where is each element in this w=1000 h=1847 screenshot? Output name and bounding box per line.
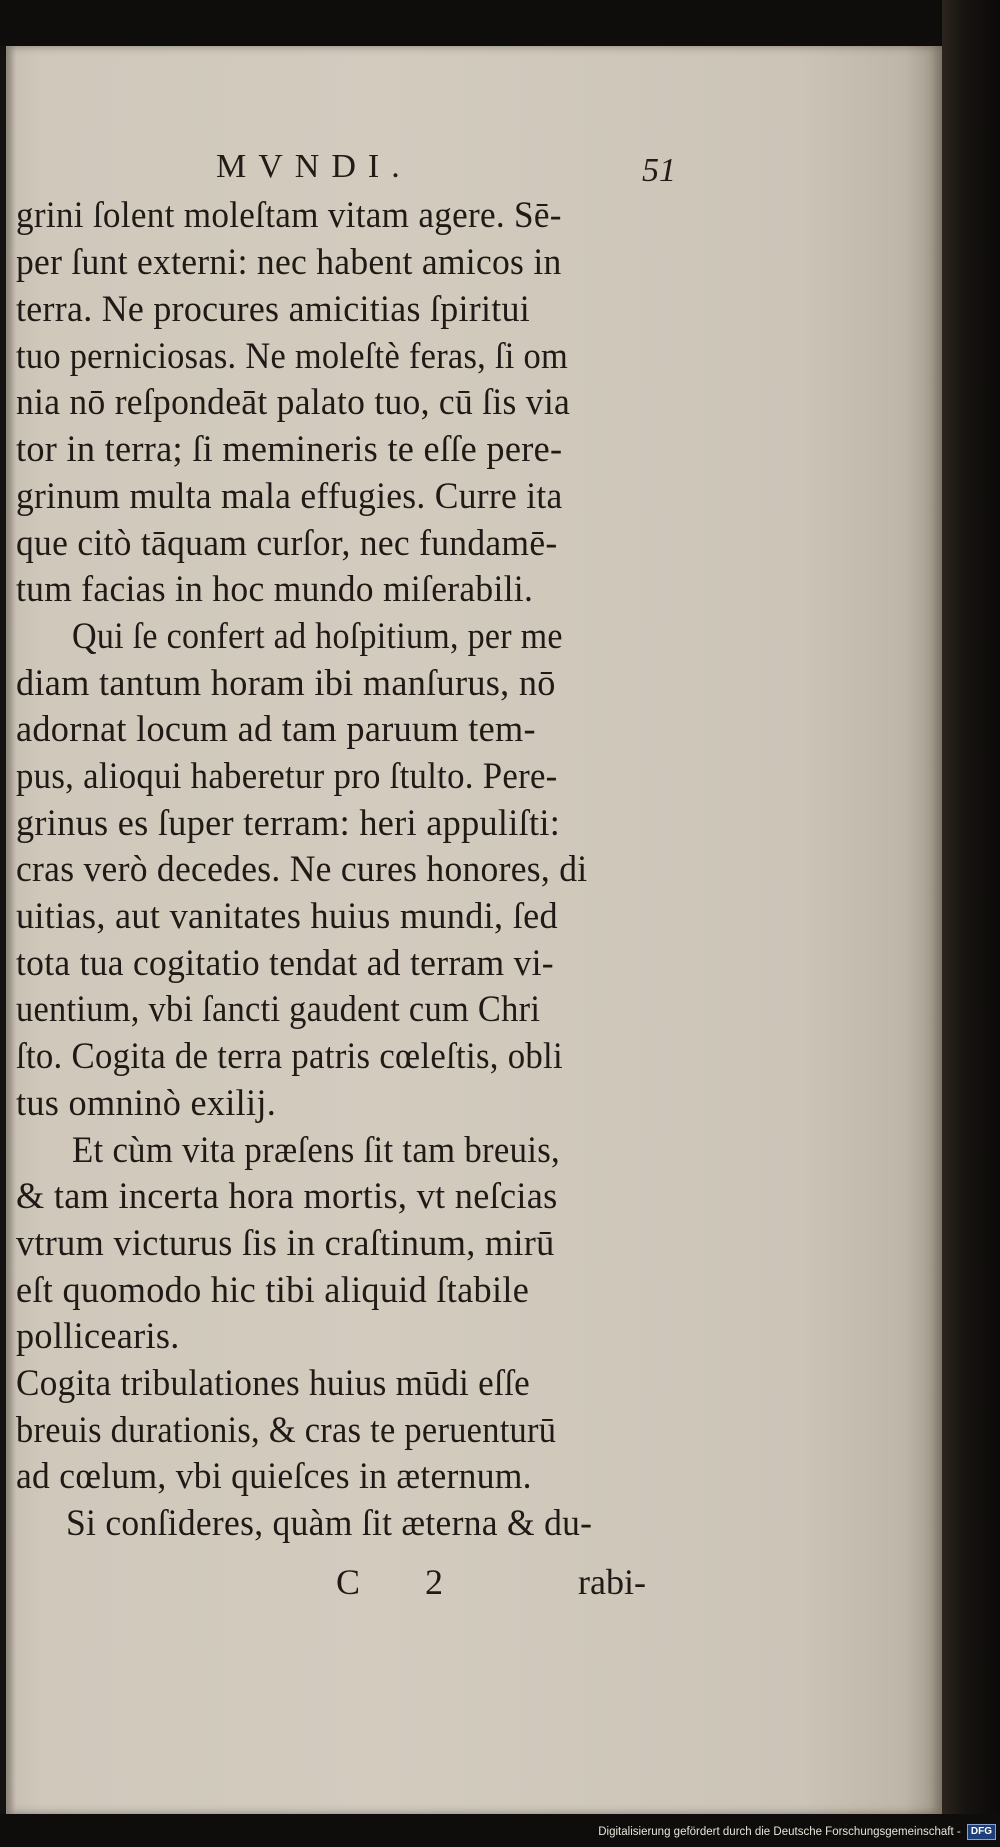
scan-top-border <box>0 0 1000 46</box>
text-line: breuis durationis, & cras te peruenturū <box>16 1410 557 1451</box>
text-line: ad cœlum, vbi quieſces in æternum. <box>16 1456 532 1497</box>
text-line: grini ſolent moleſtam vitam agere. Sē- <box>16 195 562 236</box>
digitization-credit <box>598 1823 996 1841</box>
text-line: diam tantum horam ibi manſurus, nō <box>16 663 556 704</box>
text-line: nia nō reſpondeāt palato tuo, cū ſis via <box>16 382 571 423</box>
text-line: tuo perniciosas. Ne moleſtè feras, ſi om <box>16 336 569 377</box>
text-line: Et cùm vita præſens ſit tam breuis, <box>72 1130 561 1171</box>
text-line: terra. Ne procures amicitias ſpiritui <box>16 289 531 330</box>
text-line: cras verò decedes. Ne cures honores, di <box>16 849 588 890</box>
book-page <box>6 46 942 1814</box>
text-line: & tam incerta hora mortis, vt neſcias <box>16 1176 558 1217</box>
text-line: eſt quomodo hic tibi aliquid ſtabile <box>16 1270 530 1311</box>
text-line: pollicearis. <box>16 1316 180 1357</box>
text-line: tus omninò exilij. <box>16 1083 277 1124</box>
running-head: MVNDI. <box>216 148 412 185</box>
text-line: tor in terra; ſi memineris te eſſe pere- <box>16 429 563 470</box>
text-line: uitias, aut vanitates huius mundi, ſed <box>16 896 558 937</box>
credit-text: Digitalisierung gefördert durch die Deutsche Forschungsgemeinschaft - <box>598 1826 961 1838</box>
text-line: pus, alioqui haberetur pro ſtulto. Pere- <box>16 756 558 797</box>
text-line: tota tua cogitatio tendat ad terram vi- <box>16 943 554 984</box>
text-line: grinus es ſuper terram: heri appuliſti: <box>16 803 561 844</box>
text-line: tum facias in hoc mundo miſerabili. <box>16 569 534 610</box>
text-line: que citò tāquam curſor, nec fundamē- <box>16 523 558 564</box>
text-line: uentium, vbi ſancti gaudent cum Chri <box>16 989 541 1030</box>
text-line: Qui ſe confert ad hoſpitium, per me <box>72 616 563 657</box>
page-number: 51 <box>642 152 676 189</box>
text-line: Cogita tribulationes huius mūdi eſſe <box>16 1363 531 1404</box>
signature-mark: C 2 <box>336 1562 472 1602</box>
page-edge <box>6 46 16 1814</box>
dfg-logo-icon: DFG <box>967 1824 996 1840</box>
catchword: rabi- <box>578 1562 646 1602</box>
text-line: vtrum victurus ſis in craſtinum, mirū <box>16 1223 555 1264</box>
text-line: Si conſideres, quàm ſit æterna & du- <box>66 1503 593 1544</box>
book-gutter-shadow <box>942 0 1000 1847</box>
text-line: ſto. Cogita de terra patris cœleſtis, obli <box>16 1036 563 1077</box>
text-line: grinum multa mala effugies. Curre ita <box>16 476 563 517</box>
text-line: per ſunt externi: nec habent amicos in <box>16 242 562 283</box>
text-line: adornat locum ad tam paruum tem- <box>16 709 536 750</box>
